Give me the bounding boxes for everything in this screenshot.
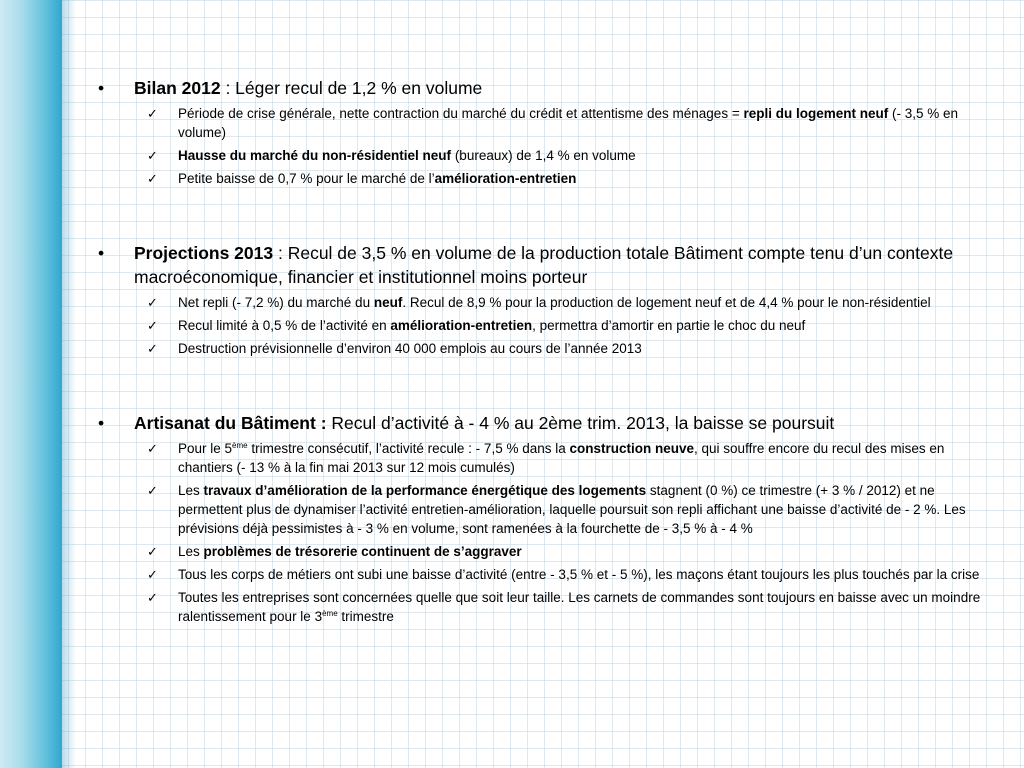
section-heading	[94, 76, 994, 100]
bold-text: Artisanat du Bâtiment :	[134, 413, 327, 433]
checklist	[94, 293, 994, 358]
check-item	[94, 169, 994, 188]
bullet-icon: •	[98, 413, 105, 433]
text-run: (bureaux) de 1,4 % en volume	[451, 148, 636, 163]
text-run: stagnent (0 %) ce trimestre (+ 3 % / 2012) et ne permettent plus de dynamiser l’activité entretien-amélioration, laquelle poursuit son repli affichant une baisse d’activité de - 2 %. Les prévisions déjà pessimistes à - 3 % en volume, sont ramenées à la fourchette de - 3,5 % à - 4 %	[178, 483, 966, 536]
text-run: Recul limité à 0,5 % de l’activité en	[178, 318, 391, 333]
checkmark-icon: ✓	[147, 171, 158, 186]
check-item-text	[178, 171, 576, 186]
section-heading	[94, 411, 994, 435]
check-item-text	[178, 148, 636, 163]
slide-content	[94, 76, 994, 679]
check-item-text	[178, 590, 980, 624]
heading-text	[134, 243, 953, 287]
bold-text: Projections 2013	[134, 243, 274, 263]
bold-text: Bilan 2012	[134, 78, 221, 98]
section-projections-2013	[94, 241, 994, 358]
checkmark-icon: ✓	[147, 567, 158, 582]
text-run: Destruction prévisionnelle d’environ 40 000 emplois au cours de l’année 2013	[178, 341, 642, 356]
text-run: Période de crise générale, nette contraction du marché du crédit et attentisme des ménages =	[178, 106, 744, 121]
text-run: Pour le 5	[178, 441, 233, 456]
text-run: , permettra d’amortir en partie le choc du neuf	[532, 318, 806, 333]
check-item	[94, 339, 994, 358]
check-item	[94, 481, 994, 538]
text-run: , qui souffre encore du recul des mises en chantiers (- 13 % à la fin mai 2013 sur 12 mois cumulés)	[178, 441, 945, 475]
checklist	[94, 439, 994, 626]
checkmark-icon: ✓	[147, 590, 158, 605]
checkmark-icon: ✓	[147, 544, 158, 559]
check-item	[94, 588, 994, 626]
bold-text: problèmes de trésorerie continuent de s’aggraver	[203, 544, 522, 559]
checkmark-icon: ✓	[147, 148, 158, 163]
heading-text	[134, 413, 834, 433]
text-run: . Recul de 8,9 % pour la production de logement neuf et de 4,4 % pour le non-résidentiel	[402, 295, 931, 310]
bullet-icon: •	[98, 78, 105, 98]
check-item	[94, 316, 994, 335]
check-item-text	[178, 567, 979, 582]
check-item-text	[178, 483, 966, 536]
checkmark-icon: ✓	[147, 483, 158, 498]
text-run: Net repli (- 7,2 %) du marché du	[178, 295, 374, 310]
heading-text	[134, 78, 482, 98]
checkmark-icon: ✓	[147, 295, 158, 310]
check-item-text	[178, 106, 958, 140]
bold-text: travaux d’amélioration de la performance énergétique des logements	[203, 483, 647, 498]
check-item	[94, 104, 994, 142]
decorative-left-band	[0, 0, 62, 768]
text-run: Recul d’activité à - 4 % au 2ème trim. 2013, la baisse se poursuit	[326, 413, 835, 433]
check-item	[94, 146, 994, 165]
text-run: : Léger recul de 1,2 % en volume	[220, 78, 483, 98]
section-bilan-2012	[94, 76, 994, 188]
text-run: trimestre consécutif, l’activité recule : - 7,5 % dans la	[247, 441, 570, 456]
bold-text: neuf	[373, 295, 403, 310]
checkmark-icon: ✓	[147, 106, 158, 121]
text-run: Tous les corps de métiers ont subi une baisse d’activité (entre - 3,5 % et - 5 %), les maçons étant toujours les plus touchés par la crise	[178, 567, 980, 582]
check-item	[94, 293, 994, 312]
check-item	[94, 439, 994, 477]
bold-text: amélioration-entretien	[434, 171, 577, 186]
check-item-text	[178, 318, 805, 333]
checkmark-icon: ✓	[147, 318, 158, 333]
text-run: trimestre	[337, 609, 394, 624]
check-item	[94, 542, 994, 561]
text-run: Petite baisse de 0,7 % pour le marché de l’	[178, 171, 435, 186]
bold-text: Hausse du marché du non-résidentiel neuf	[178, 148, 452, 163]
text-run: Les	[178, 483, 204, 498]
check-item-text	[178, 441, 944, 475]
section-heading	[94, 241, 994, 289]
superscript-text: ème	[232, 441, 248, 450]
check-item	[94, 565, 994, 584]
text-run: : Recul de 3,5 % en volume de la production totale Bâtiment compte tenu d’un contexte macroéconomique, financier et institutionnel moins porteur	[134, 243, 954, 287]
text-run: Les	[178, 544, 204, 559]
check-item-text	[178, 295, 931, 310]
checkmark-icon: ✓	[147, 341, 158, 356]
bold-text: repli du logement neuf	[743, 106, 889, 121]
bold-text: construction neuve	[569, 441, 695, 456]
text-run: (- 3,5 % en volume)	[178, 106, 958, 140]
bullet-icon: •	[98, 243, 105, 263]
checkmark-icon: ✓	[147, 441, 158, 456]
checklist	[94, 104, 994, 188]
section-artisanat	[94, 411, 994, 626]
check-item-text	[178, 544, 522, 559]
check-item-text	[178, 341, 642, 356]
superscript-text: ème	[322, 609, 338, 618]
text-run: Toutes les entreprises sont concernées quelle que soit leur taille. Les carnets de commandes sont toujours en baisse avec un moindre ralentissement pour le 3	[178, 590, 981, 624]
bold-text: amélioration-entretien	[390, 318, 533, 333]
